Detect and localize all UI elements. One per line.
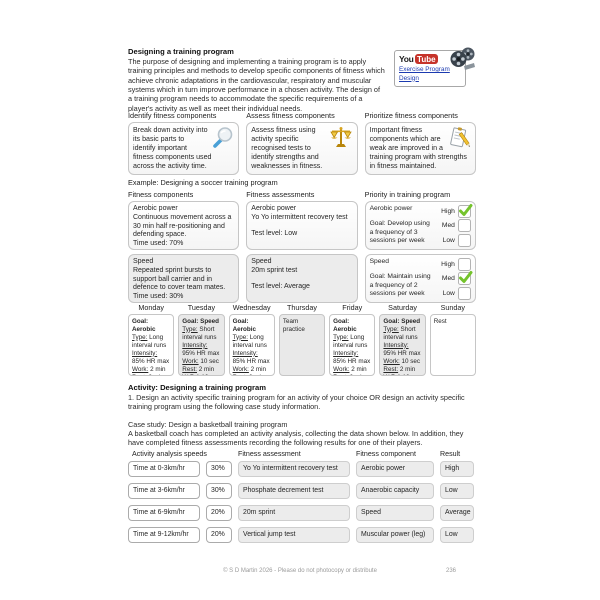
clipboard-icon [447,126,471,150]
day-cell [430,314,476,376]
day-line-label [333,374,348,376]
day-goal: Goal: Speed [383,317,421,325]
checkbox-med[interactable] [458,219,471,232]
day-goal: Goal: Aerobic [333,317,357,333]
cell-percent: 20% [206,505,232,521]
header-fitness-component: Fitness component [356,450,416,458]
level-label: Low [442,289,455,297]
day-line: Work: 10 sec [383,357,421,365]
day-column-saturday [379,303,425,376]
checkbox-med[interactable] [458,272,471,285]
day-line-label: Type: [333,333,349,341]
weekly-schedule [128,303,476,376]
scales-icon [329,126,353,150]
example-title: Example: Designing a soccer training program [128,178,278,187]
day-line-label: Type: [132,333,148,341]
assessment-test: Yo Yo intermittent recovery test [251,213,348,221]
magnifier-icon [210,126,234,150]
cell-assessment: 20m sprint [238,505,350,521]
day-line-label: Work: [383,357,400,365]
step-box [365,122,476,175]
header-result: Result [440,450,461,458]
priority-name: Aerobic power [369,205,413,212]
day-line [383,374,421,376]
priority-column [365,190,476,307]
day-goal: Goal: Aerobic [232,317,257,333]
day-cell [229,314,275,376]
day-line: Intensity: 95% HR max [182,341,220,357]
day-name: Monday [138,303,164,312]
day-name: Tuesday [187,303,216,312]
day-line-label: Intensity: [232,349,258,357]
day-line: Work: 2 min [333,365,367,373]
day-line [233,374,271,376]
cell-assessment: Vertical jump test [238,527,350,543]
table-body [128,461,476,543]
checkbox-low[interactable] [458,287,471,300]
column-header: Priority in training program [364,190,451,199]
steps-row [128,111,476,175]
day-line: Work: 10 sec [182,357,219,365]
cell-result: Average [440,505,474,521]
step-text: Break down activity into its basic parts to identify important fitness components used across the activity time. [133,126,212,171]
day-line-label: Intensity: [333,349,359,357]
day-name: Saturday [388,303,417,312]
day-line: Type: Short interval runs [383,325,418,341]
day-column-wednesday [229,303,275,376]
day-line: Type: Long interval runs [132,333,167,349]
priority-name: Speed [369,258,389,265]
priority-row-low [434,287,471,299]
case-study-paragraph: A basketball coach has completed an activity analysis, collecting the data shown below. In addition, they have completed fitness assessments recording the following results for one of their players. [128,428,464,448]
day-line: Rest: 2 min [383,365,416,373]
step-label: Identify fitness components [128,111,217,120]
day-line-label: Intensity: [182,341,208,349]
table-row [128,483,476,499]
day-line-label: Type: [232,333,248,341]
day-line [132,374,170,376]
activity-heading: Activity: Designing a training program [128,383,266,392]
case-study-title: Case study: Design a basketball training program [128,419,288,429]
cell-percent: 20% [206,527,232,543]
assessment-test: 20m sprint test [251,266,298,274]
day-line-label: Work: [132,365,149,373]
cell-component: Anaerobic capacity [356,483,434,499]
priority-checks [434,205,471,246]
day-line-label: Intensity: [132,349,158,357]
priority-text [370,258,434,299]
assessment-box-aerobic [246,201,357,250]
assessment-box-speed [246,254,357,303]
step-label: Prioritize fitness components [364,111,458,120]
day-line-label: Work: [333,365,350,373]
table-row [128,461,476,477]
day-line: Rest: 2 min [182,365,215,373]
day-name: Wednesday [232,303,271,312]
day-cell [178,314,224,376]
day-line: Intensity: 85% HR max [132,349,170,365]
day-line-label: Rest: [383,365,399,373]
day-cell [329,314,375,376]
priority-goal: Goal: Maintain using a frequency of 2 sessions per week [369,273,431,298]
header-activity-analysis: Activity analysis speeds [132,450,207,458]
priority-row-med [434,220,471,232]
day-line: Type: Short interval runs [182,325,217,341]
component-desc: Continuous movement across a 30 min half re-positioning and defending space. [133,213,232,239]
day-line-label: Intensity: [383,341,409,349]
component-box-speed [128,254,239,303]
level-label: Med [441,222,455,229]
day-line-label: Type: [383,325,399,333]
day-line: Intensity: 85% HR max [333,349,371,365]
youtube-logo-you: You [399,54,414,64]
example-section [128,178,476,307]
page-number: 236 [446,568,457,574]
cell-result: High [440,461,474,477]
column-header: Fitness components [128,190,194,199]
day-cell [379,314,425,376]
day-column-tuesday [178,303,224,376]
step-label: Assess fitness components [246,111,335,120]
priority-row-high [434,258,471,270]
table-header-row [128,450,476,458]
day-cell [279,314,325,376]
day-line: Intensity: 85% HR max [232,349,270,365]
youtube-link[interactable]: Exercise Program Design [399,66,450,82]
day-simple-text: Rest [433,317,447,325]
cell-time: Time at 9-12km/hr [128,527,200,543]
level-label: Low [442,236,455,244]
header-fitness-assessment: Fitness assessment [238,450,301,458]
day-cell [128,314,174,376]
step-identify [128,111,239,175]
day-line [333,374,371,376]
component-name: Aerobic power [133,205,178,212]
day-column-sunday [430,303,476,376]
day-name: Sunday [440,303,466,312]
component-time: Time used: 70% [133,240,184,248]
column-header: Fitness assessments [246,190,315,199]
cell-time: Time at 6-9km/hr [128,505,200,521]
cell-time: Time at 3-6km/hr [128,483,200,499]
cell-assessment: Phosphate decrement test [238,483,350,499]
page-title: Designing a training program [128,47,234,56]
priority-text [370,205,434,246]
checkbox-high[interactable] [458,205,471,218]
level-label: High [441,260,455,268]
fitness-assessments-column [246,190,357,307]
activity-section [128,383,476,448]
day-line-label [233,374,248,376]
level-label: High [441,207,455,215]
priority-goal: Goal: Develop using a frequency of 3 sessions per week [369,220,430,245]
step-assess [246,111,357,175]
example-columns [128,190,476,307]
day-column-thursday [279,303,325,376]
step-box [128,122,239,175]
day-line-label: Work: [232,365,249,373]
footer-copyright: © S D Martin 2026 - Please do not photocopy or distribute [223,568,377,574]
priority-box-speed [365,254,476,303]
intro-section [128,47,476,113]
cell-component: Muscular power (leg) [356,527,434,543]
day-line: Type: Long interval runs [232,333,267,349]
day-line-label: Work: [182,357,199,365]
component-time: Time used: 30% [133,293,184,301]
cell-component: Speed [356,505,434,521]
checkbox-high[interactable] [458,258,471,271]
day-column-friday [329,303,375,376]
assessment-level: Test level: Low [251,229,298,237]
day-line-label: Rest: [182,365,197,373]
component-desc: Repeated sprint bursts to support ball carrier and in defence to cover team mates. [133,266,226,292]
step-box [246,122,357,175]
cell-percent: 30% [206,483,232,499]
assessment-level: Test level: Average [251,282,310,290]
case-study-table [128,450,476,549]
table-row [128,505,476,521]
cell-time: Time at 0-3km/hr [128,461,200,477]
priority-row-high [434,205,471,217]
component-box-aerobic [128,201,239,250]
priority-row-low [434,234,471,246]
day-line-label [132,374,147,376]
day-simple-text: Team practice [282,317,305,333]
step-text: Assess fitness using activity specific recognised tests to identify strengths and weaknesses in fitness. [251,126,323,171]
film-reel-icon [450,47,476,71]
component-name: Speed [133,258,154,265]
day-line: Intensity: 95% HR max [383,341,421,357]
day-line [182,374,220,376]
cell-result: Low [440,527,474,543]
assessment-name: Speed [251,258,272,265]
step-prioritize [365,111,476,175]
day-goal: Goal: Aerobic [132,317,156,333]
priority-checks [434,258,471,299]
youtube-module [392,47,476,97]
cell-percent: 30% [206,461,232,477]
cell-component: Aerobic power [356,461,434,477]
day-column-monday [128,303,174,376]
day-goal: Goal: Speed [182,317,220,325]
day-line: Work: 2 min [232,365,267,373]
day-line-label: Type: [182,325,198,333]
cell-assessment: Yo Yo intermittent recovery test [238,461,350,477]
assessment-name: Aerobic power [251,205,297,212]
table-row [128,527,476,543]
fitness-components-column [128,190,239,307]
priority-row-med [434,273,471,285]
step-text: Important fitness components which are weak are improved in a training program with strengths in fitness maintained. [369,126,467,171]
cell-result: Low [440,483,474,499]
priority-box-aerobic [365,201,476,250]
day-line: Type: Long interval runs [333,333,368,349]
day-name: Friday [342,303,363,312]
day-line: Work: 2 min [132,365,166,373]
youtube-logo-tube: Tube [415,54,439,64]
activity-instruction: 1. Design an activity specific training program for an activity of your choice OR design an activity specific training program using the following case study information. [128,393,465,412]
day-name: Thursday [287,303,317,312]
level-label: Med [441,275,455,282]
checkbox-low[interactable] [458,234,471,247]
intro-paragraph: The purpose of designing and implementing a training program is to apply training principles and methods to develop specific components of fitness which achieve chronic adaptations in the cardiovascular, respiratory and muscular systems which in turn improve performance in a chosen activity. The design of a training program needs to accommodate the specific requirements of a player's activity as well as meet their individual needs. [128,57,385,113]
